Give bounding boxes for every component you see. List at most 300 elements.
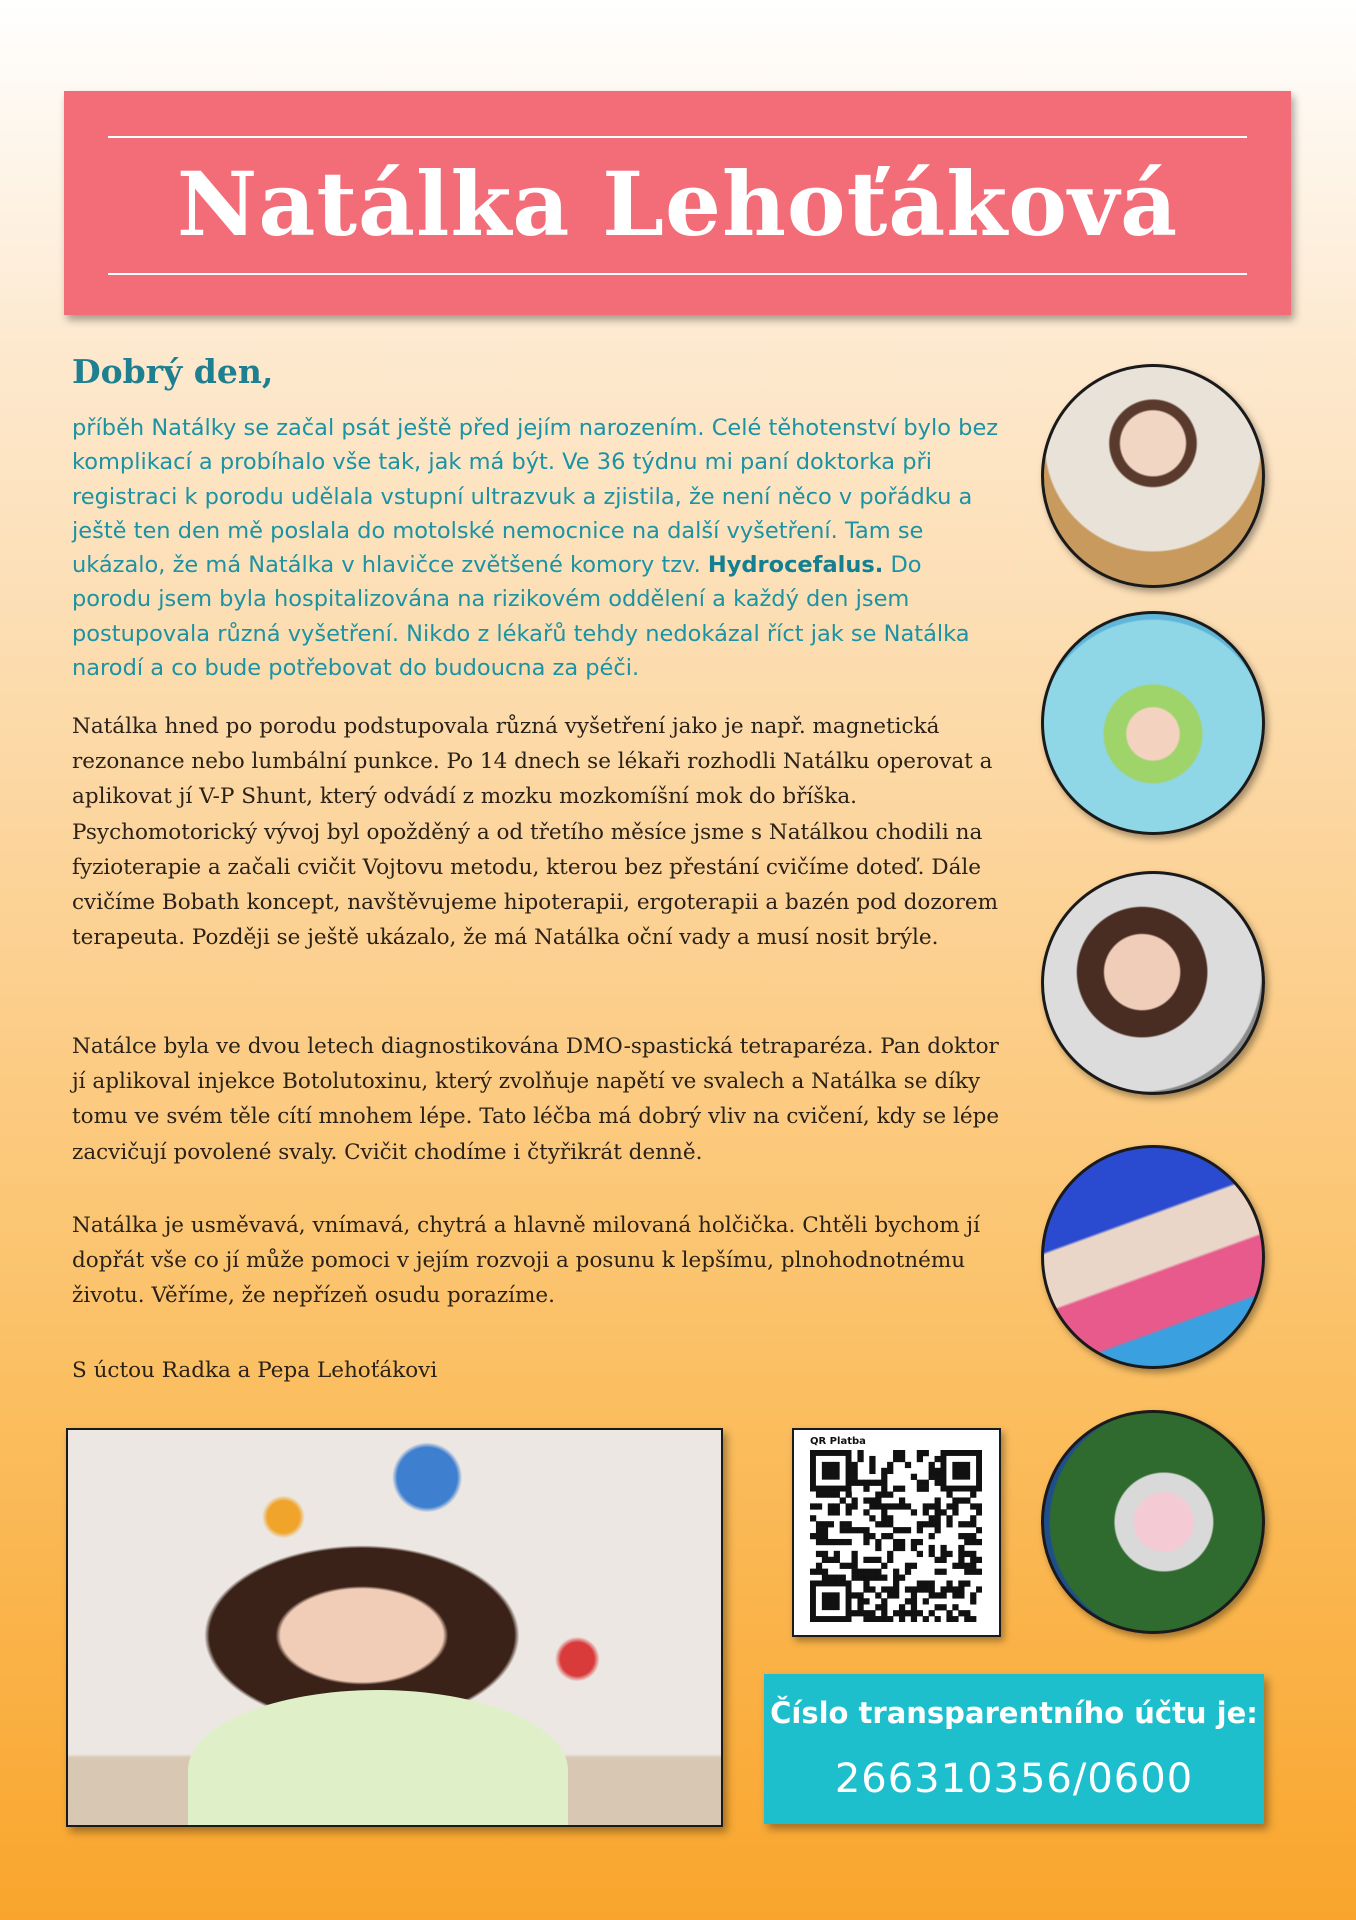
qr-module (863, 1580, 869, 1586)
qr-module (869, 1462, 875, 1468)
qr-module (940, 1509, 946, 1515)
qr-module (875, 1492, 881, 1498)
qr-module (917, 1450, 923, 1456)
qr-module (905, 1503, 911, 1509)
qr-module (869, 1503, 875, 1509)
qr-module (970, 1563, 976, 1569)
qr-module (822, 1539, 828, 1545)
qr-module (899, 1497, 905, 1503)
qr-module (935, 1569, 941, 1575)
qr-module (887, 1592, 893, 1598)
qr-module (828, 1557, 834, 1563)
qr-module (905, 1462, 911, 1468)
banner-top-rule (108, 136, 1247, 138)
qr-module (893, 1539, 899, 1545)
qr-module (857, 1604, 863, 1610)
intro-text-end: Do porodu jsem byla hospitalizována na rizikovém oddělení a každý den jsem postupovala různá vyšetření. Nikdo z lékařů tehdy nedokázal říct jak se Natálka narodí a co bude potřebovat do budoucna za péči. (72, 552, 970, 682)
qr-module (887, 1468, 893, 1474)
qr-module (881, 1533, 887, 1539)
qr-module (875, 1569, 881, 1575)
qr-module (923, 1580, 929, 1586)
qr-module (881, 1515, 887, 1521)
qr-module (816, 1492, 822, 1498)
qr-module (899, 1575, 905, 1581)
qr-module (899, 1616, 905, 1622)
qr-module (952, 1503, 958, 1509)
qr-module (881, 1503, 887, 1509)
qr-module (852, 1497, 858, 1503)
qr-module (923, 1503, 929, 1509)
qr-payment-code (792, 1428, 1001, 1637)
qr-module (857, 1450, 863, 1456)
qr-module (970, 1533, 976, 1539)
qr-module (929, 1462, 935, 1468)
qr-module (816, 1521, 822, 1527)
qr-module (923, 1509, 929, 1515)
qr-module (964, 1569, 970, 1575)
qr-module (869, 1575, 875, 1581)
qr-module (887, 1503, 893, 1509)
qr-module (946, 1616, 952, 1622)
qr-module (852, 1480, 858, 1486)
qr-module (881, 1616, 887, 1622)
qr-module (869, 1468, 875, 1474)
qr-module (852, 1527, 858, 1533)
qr-module (976, 1539, 982, 1545)
qr-module (828, 1503, 834, 1509)
qr-module (822, 1592, 840, 1610)
qr-module (917, 1610, 923, 1616)
qr-module (935, 1604, 941, 1610)
qr-module (893, 1486, 899, 1492)
qr-module (852, 1563, 858, 1569)
qr-module (899, 1545, 905, 1551)
qr-module (875, 1545, 881, 1551)
qr-module (822, 1551, 828, 1557)
qr-module (822, 1575, 828, 1581)
qr-module (881, 1563, 887, 1569)
qr-module (852, 1592, 858, 1598)
qr-module (810, 1569, 816, 1575)
qr-module (863, 1557, 869, 1563)
qr-module (822, 1521, 828, 1527)
qr-module (970, 1515, 976, 1521)
qr-module (917, 1527, 923, 1533)
qr-module (869, 1610, 875, 1616)
qr-module (952, 1497, 958, 1503)
qr-module (881, 1492, 887, 1498)
qr-module (893, 1575, 899, 1581)
qr-module (929, 1580, 935, 1586)
qr-module (822, 1557, 828, 1563)
qr-module (946, 1492, 952, 1498)
qr-module (869, 1515, 875, 1521)
qr-module (822, 1533, 828, 1539)
qr-module (846, 1521, 852, 1527)
qr-module (834, 1575, 840, 1581)
qr-module (929, 1592, 935, 1598)
photo-circle-therapy (1041, 1145, 1265, 1369)
qr-module (958, 1521, 964, 1527)
qr-module (852, 1575, 858, 1581)
qr-module (822, 1527, 828, 1533)
qr-module (881, 1598, 887, 1604)
qr-module (893, 1580, 899, 1586)
qr-module (958, 1586, 964, 1592)
qr-module (852, 1468, 858, 1474)
qr-module (929, 1586, 935, 1592)
qr-module (881, 1474, 887, 1480)
qr-module (940, 1604, 946, 1610)
qr-module (899, 1450, 905, 1456)
qr-module (946, 1521, 952, 1527)
signature: S úctou Radka a Pepa Lehoťákovi (72, 1358, 438, 1383)
qr-module (893, 1586, 899, 1592)
qr-module (964, 1610, 970, 1616)
qr-module (893, 1569, 899, 1575)
qr-module (863, 1509, 869, 1515)
qr-module (875, 1557, 881, 1563)
qr-module (846, 1527, 852, 1533)
qr-module (917, 1586, 923, 1592)
qr-module (834, 1492, 840, 1498)
qr-module (964, 1580, 970, 1586)
qr-module (958, 1545, 964, 1551)
qr-module (917, 1580, 923, 1586)
qr-module (935, 1592, 941, 1598)
photo-circle-pool (1041, 611, 1265, 835)
qr-module (852, 1551, 858, 1557)
qr-module (869, 1569, 875, 1575)
qr-module (929, 1533, 935, 1539)
qr-module (869, 1557, 875, 1563)
qr-module (875, 1575, 881, 1581)
qr-module (846, 1492, 852, 1498)
qr-module (905, 1527, 911, 1533)
qr-module (929, 1515, 935, 1521)
main-photo (66, 1428, 723, 1827)
qr-module (881, 1610, 887, 1616)
qr-module (935, 1521, 941, 1527)
qr-module (911, 1509, 917, 1515)
qr-module (970, 1598, 976, 1604)
qr-module (923, 1486, 929, 1492)
qr-module (940, 1592, 946, 1598)
qr-module (863, 1586, 869, 1592)
qr-module (893, 1456, 899, 1462)
qr-module (935, 1557, 941, 1563)
qr-module (857, 1592, 863, 1598)
qr-module (899, 1610, 905, 1616)
qr-module (964, 1521, 970, 1527)
qr-module (958, 1592, 964, 1598)
qr-module (899, 1539, 905, 1545)
account-box (764, 1674, 1264, 1824)
qr-module (935, 1616, 941, 1622)
qr-module (875, 1503, 881, 1509)
qr-module (911, 1545, 917, 1551)
qr-module (822, 1569, 828, 1575)
qr-module (923, 1586, 929, 1592)
qr-module (840, 1563, 846, 1569)
qr-module (893, 1545, 899, 1551)
qr-module (964, 1497, 970, 1503)
qr-module (911, 1474, 917, 1480)
qr-module (899, 1503, 905, 1509)
qr-module (887, 1462, 893, 1468)
qr-module (863, 1480, 869, 1486)
qr-module (863, 1539, 869, 1545)
qr-module (952, 1604, 958, 1610)
qr-module (970, 1521, 976, 1527)
qr-module (869, 1497, 875, 1503)
qr-module (940, 1545, 946, 1551)
account-label: Číslo transparentního účtu je: (770, 1696, 1258, 1730)
qr-module (935, 1468, 941, 1474)
qr-module (857, 1610, 863, 1616)
qr-module (863, 1533, 869, 1539)
qr-module (887, 1616, 893, 1622)
qr-module (893, 1503, 899, 1509)
qr-module (940, 1551, 946, 1557)
qr-module (863, 1497, 869, 1503)
paragraph-treatment: Natálka hned po porodu podstupovala různá vyšetření jako je např. magnetická rezonance nebo lumbální punkce. Po 14 dnech se lékaři rozhodli Natálku operovat a aplikovat jí V-P Shunt, který odvádí z mozku mozkomíšní mok do bříška. Psychomotorický vývoj byl opožděný a od třetího měsíce jsme s Natálkou chodili na fyzioterapie a začali cvičit Vojtovu metodu, kterou bez přestání cvičíme doteď. Dále cvičíme Bobath koncept, navštěvujeme hipoterapii, ergoterapii a bazén pod dozorem terapeuta. Později se ještě ukázalo, že má Natálka oční vady a musí nosit brýle. (72, 714, 998, 951)
qr-module (846, 1503, 852, 1509)
qr-module (911, 1616, 917, 1622)
qr-module (816, 1527, 822, 1533)
qr-label: QR Platba (810, 1436, 866, 1447)
photo-circle-horse (1041, 1410, 1265, 1634)
qr-module (887, 1586, 893, 1592)
qr-code-graphic (810, 1450, 982, 1622)
qr-module (899, 1486, 905, 1492)
qr-module (822, 1462, 840, 1480)
qr-module (816, 1551, 822, 1557)
qr-module (875, 1616, 881, 1622)
qr-module (923, 1598, 929, 1604)
qr-module (852, 1474, 858, 1480)
qr-module (893, 1610, 899, 1616)
qr-module (946, 1586, 952, 1592)
photo-circle-walker (1041, 364, 1265, 588)
qr-module (816, 1533, 822, 1539)
qr-module (840, 1539, 846, 1545)
qr-module (964, 1533, 970, 1539)
qr-module (905, 1610, 911, 1616)
qr-module (958, 1533, 964, 1539)
qr-module (887, 1521, 893, 1527)
qr-module (857, 1527, 863, 1533)
qr-module (881, 1468, 887, 1474)
qr-module (917, 1539, 923, 1545)
qr-module (840, 1575, 846, 1581)
qr-module (893, 1527, 899, 1533)
paragraph-hope: Natálka je usměvavá, vnímavá, chytrá a hlavně milovaná holčička. Chtěli bychom jí dopřát vše co jí může pomoci v jejím rozvoji a posunu k lepšímu, plnohodnotnému životu. Věříme, že nepřízeň osudu porazíme. (72, 1213, 980, 1309)
qr-module (952, 1586, 958, 1592)
qr-module (899, 1456, 905, 1462)
qr-module (911, 1539, 917, 1545)
qr-module (952, 1592, 958, 1598)
qr-module (964, 1551, 970, 1557)
qr-module (881, 1509, 887, 1515)
qr-module (869, 1616, 875, 1622)
qr-module (852, 1610, 858, 1616)
qr-module (857, 1480, 863, 1486)
qr-module (935, 1456, 941, 1462)
qr-module (923, 1480, 929, 1486)
main-photo-shirt (188, 1690, 568, 1827)
qr-module (869, 1456, 875, 1462)
qr-module (869, 1480, 875, 1486)
qr-module (863, 1527, 869, 1533)
qr-module (852, 1503, 858, 1509)
qr-module (970, 1592, 976, 1598)
qr-module (822, 1492, 828, 1498)
qr-module (952, 1563, 958, 1569)
title-banner (64, 91, 1291, 315)
qr-module (857, 1575, 863, 1581)
qr-module (881, 1521, 887, 1527)
photo-circle-portrait (1041, 871, 1265, 1095)
qr-module (946, 1610, 952, 1616)
qr-module (881, 1604, 887, 1610)
qr-module (893, 1450, 899, 1456)
page-title: Natálka Lehoťáková (176, 152, 1179, 256)
qr-module (840, 1497, 846, 1503)
qr-module (857, 1569, 863, 1575)
qr-module (852, 1569, 858, 1575)
qr-module (828, 1539, 834, 1545)
intro-bold-term: Hydrocefalus. (707, 552, 884, 579)
qr-module (875, 1592, 881, 1598)
qr-module (863, 1569, 869, 1575)
qr-module (970, 1569, 976, 1575)
intro-paragraph (72, 411, 1002, 685)
qr-module (828, 1492, 834, 1498)
qr-module (875, 1480, 881, 1486)
greeting: Dobrý den, (72, 352, 274, 391)
qr-module (935, 1515, 941, 1521)
qr-module (911, 1598, 917, 1604)
qr-module (899, 1527, 905, 1533)
qr-module (970, 1492, 976, 1498)
qr-module (816, 1503, 822, 1509)
qr-module (976, 1586, 982, 1592)
qr-module (946, 1503, 952, 1509)
qr-module (881, 1575, 887, 1581)
qr-module (911, 1592, 917, 1598)
qr-module (964, 1563, 970, 1569)
qr-module (834, 1503, 840, 1509)
qr-module (840, 1521, 846, 1527)
qr-module (976, 1527, 982, 1533)
qr-module (940, 1569, 946, 1575)
qr-module (976, 1509, 982, 1515)
qr-module (970, 1551, 976, 1557)
qr-module (857, 1598, 863, 1604)
qr-module (857, 1456, 863, 1462)
qr-module (976, 1557, 982, 1563)
intro-text-start: příběh Natálky se začal psát ještě před jejím narozením. Celé těhotenství bylo bez komplikací a probíhalo vše tak, jak má být. Ve 36 týdnu mi paní doktorka při registraci k porodu udělala vstupní ultrazvuk a zjistila, že není něco v pořádku a ještě ten den mě poslala do motolské nemocnice na další vyšetření. Tam se ukázalo, že má Natálka v hlavičce zvětšené komory tzv. (72, 415, 999, 579)
qr-module (899, 1604, 905, 1610)
qr-module (887, 1557, 893, 1563)
qr-module (869, 1586, 875, 1592)
qr-module (958, 1497, 964, 1503)
qr-module (958, 1580, 964, 1586)
qr-module (863, 1598, 869, 1604)
qr-module (952, 1616, 958, 1622)
banner-bottom-rule (108, 273, 1247, 275)
qr-module (852, 1557, 858, 1563)
qr-module (929, 1474, 935, 1480)
qr-module (816, 1539, 822, 1545)
qr-module (935, 1480, 941, 1486)
qr-module (905, 1563, 911, 1569)
qr-module (846, 1563, 852, 1569)
qr-module (964, 1616, 970, 1622)
qr-module (935, 1474, 941, 1480)
qr-module (816, 1569, 822, 1575)
qr-module (929, 1545, 935, 1551)
qr-module (846, 1509, 852, 1515)
qr-module (946, 1551, 952, 1557)
qr-module (923, 1521, 929, 1527)
qr-module (863, 1616, 869, 1622)
qr-module (911, 1586, 917, 1592)
qr-module (834, 1557, 840, 1563)
qr-module (881, 1486, 887, 1492)
qr-module (958, 1557, 964, 1563)
qr-module (881, 1480, 887, 1486)
qr-module (905, 1586, 911, 1592)
qr-module (869, 1533, 875, 1539)
qr-module (946, 1515, 952, 1521)
qr-module (810, 1503, 816, 1509)
qr-module (940, 1557, 946, 1563)
qr-module (816, 1563, 822, 1569)
qr-module (970, 1616, 976, 1622)
qr-module (875, 1497, 881, 1503)
qr-module (935, 1497, 941, 1503)
qr-module (946, 1580, 952, 1586)
qr-module (875, 1604, 881, 1610)
qr-module (929, 1521, 935, 1527)
qr-module (881, 1586, 887, 1592)
paragraph-diagnosis: Natálce byla ve dvou letech diagnostikována DMO-spastická tetraparéza. Pan doktor jí aplikoval injekce Botolutoxinu, který zvolňuje napětí ve svalech a Natálka se díky tomu ve svém těle cítí mnohem lépe. Tato léčba má dobrý vliv na cvičení, kdy se lépe zacvičují povolené svaly. Cvičit chodíme i čtyřikrát denně. (72, 1034, 1000, 1165)
qr-module (863, 1486, 869, 1492)
qr-module (911, 1604, 917, 1610)
qr-module (828, 1575, 834, 1581)
qr-module (929, 1551, 935, 1557)
qr-module (810, 1515, 816, 1521)
qr-module (875, 1539, 881, 1545)
qr-module (958, 1551, 964, 1557)
qr-module (846, 1539, 852, 1545)
qr-module (893, 1592, 899, 1598)
qr-module (863, 1575, 869, 1581)
qr-module (917, 1521, 923, 1527)
qr-module (887, 1515, 893, 1521)
qr-module (863, 1610, 869, 1616)
qr-module (952, 1462, 970, 1480)
qr-module (976, 1503, 982, 1509)
qr-module (917, 1480, 923, 1486)
qr-module (911, 1610, 917, 1616)
qr-module (887, 1551, 893, 1557)
qr-module (828, 1509, 834, 1515)
qr-module (905, 1569, 911, 1575)
qr-module (840, 1527, 846, 1533)
